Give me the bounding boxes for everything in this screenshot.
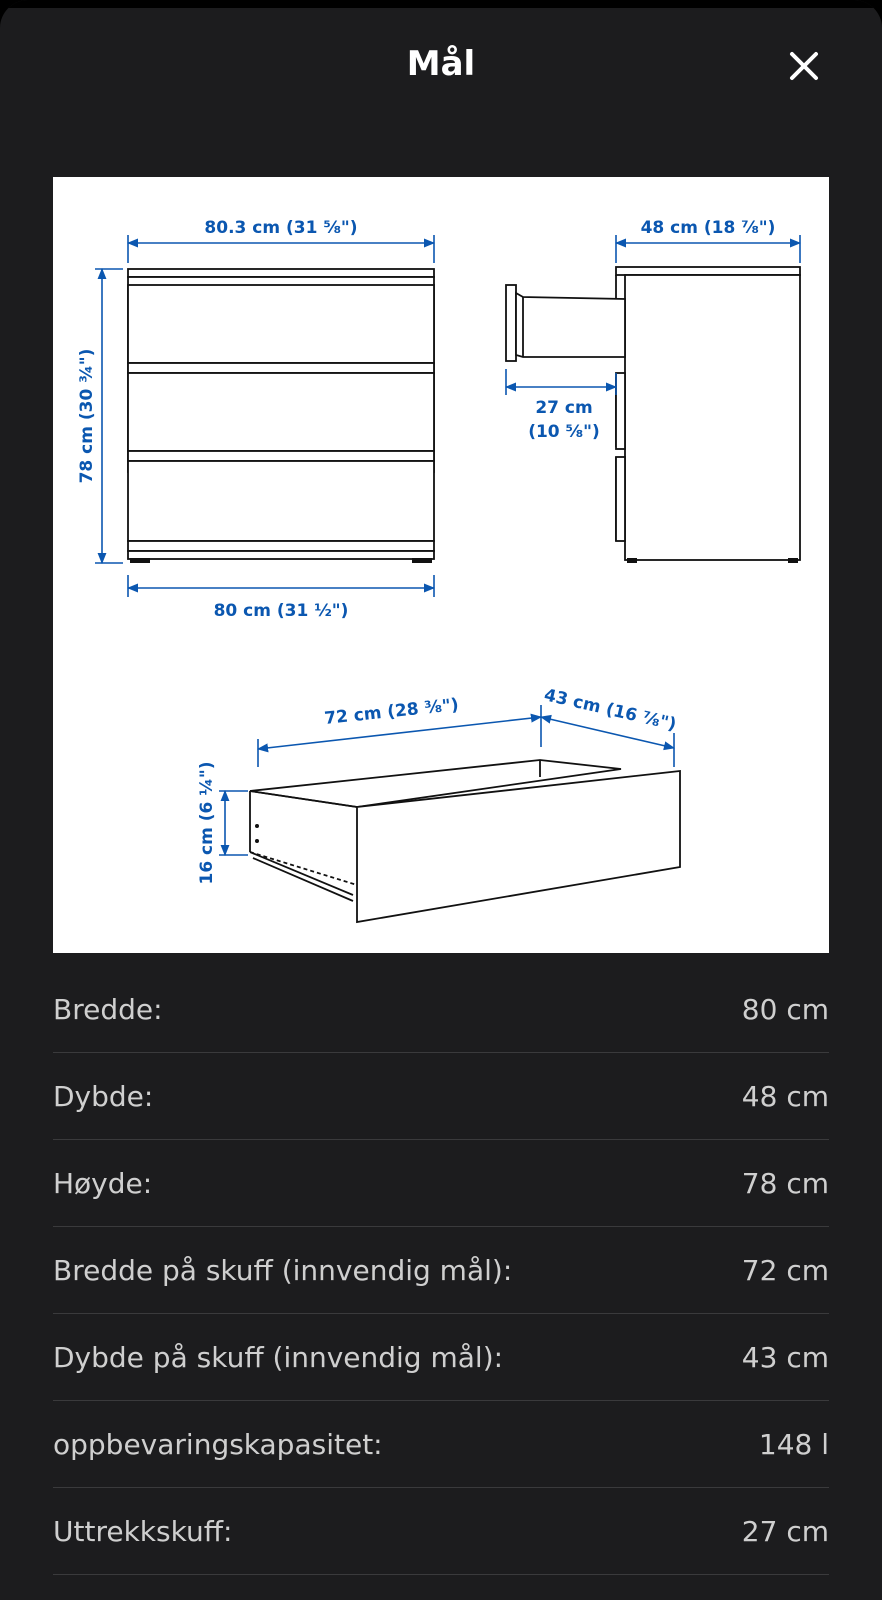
spec-row-width [53,966,829,1053]
sheet-title: Mål [406,44,476,84]
spec-row-height [53,1140,829,1227]
spec-list [53,966,829,1575]
spec-value: 72 cm [741,1253,829,1287]
side-view-drawer [506,285,625,361]
spec-label: Dybde: [53,1079,154,1113]
spec-value: 148 l [758,1427,829,1461]
spec-label: Høyde: [53,1166,153,1200]
drawer-pullout-cm-label: 27 cm [535,398,593,418]
front-width-top-label: 80.3 cm (31 ⅝") [204,218,358,238]
spec-label: Bredde: [53,992,163,1026]
front-width-bottom-label: 80 cm (31 ½") [213,601,349,621]
front-view-chest [128,269,434,563]
drawer-3d-view [250,760,680,922]
spec-label: oppbevaringskapasitet: [53,1427,383,1461]
drawer-pullout-in-label: (10 ⅝") [528,422,600,442]
dimension-drawing-svg [53,177,829,953]
drawer-depth-label: 43 cm (16 ⅞") [542,685,679,736]
spec-row-storage-capacity [53,1401,829,1488]
spec-value: 43 cm [741,1340,829,1374]
dimension-drawing [53,177,829,953]
spec-value: 78 cm [741,1166,829,1200]
drawer-width-label: 72 cm (28 ⅜") [323,695,460,730]
spec-label: Bredde på skuff (innvendig mål): [53,1253,513,1287]
spec-row-drawer-width [53,1227,829,1314]
drawer-height-label: 16 cm (6 ¼") [197,761,217,885]
spec-value: 80 cm [741,992,829,1026]
spec-row-pullout-drawer [53,1488,829,1575]
spec-value: 48 cm [741,1079,829,1113]
close-button[interactable] [782,44,826,88]
spec-label: Uttrekkskuff: [53,1514,233,1548]
front-height-label: 78 cm (30 ¾") [77,348,97,484]
spec-row-drawer-depth [53,1314,829,1401]
spec-label: Dybde på skuff (innvendig mål): [53,1340,504,1374]
sheet-top-edge [0,0,882,8]
side-depth-label: 48 cm (18 ⅞") [640,218,776,238]
side-view-chest [616,267,800,563]
spec-row-depth [53,1053,829,1140]
close-icon[interactable] [782,44,826,88]
spec-value: 27 cm [741,1514,829,1548]
